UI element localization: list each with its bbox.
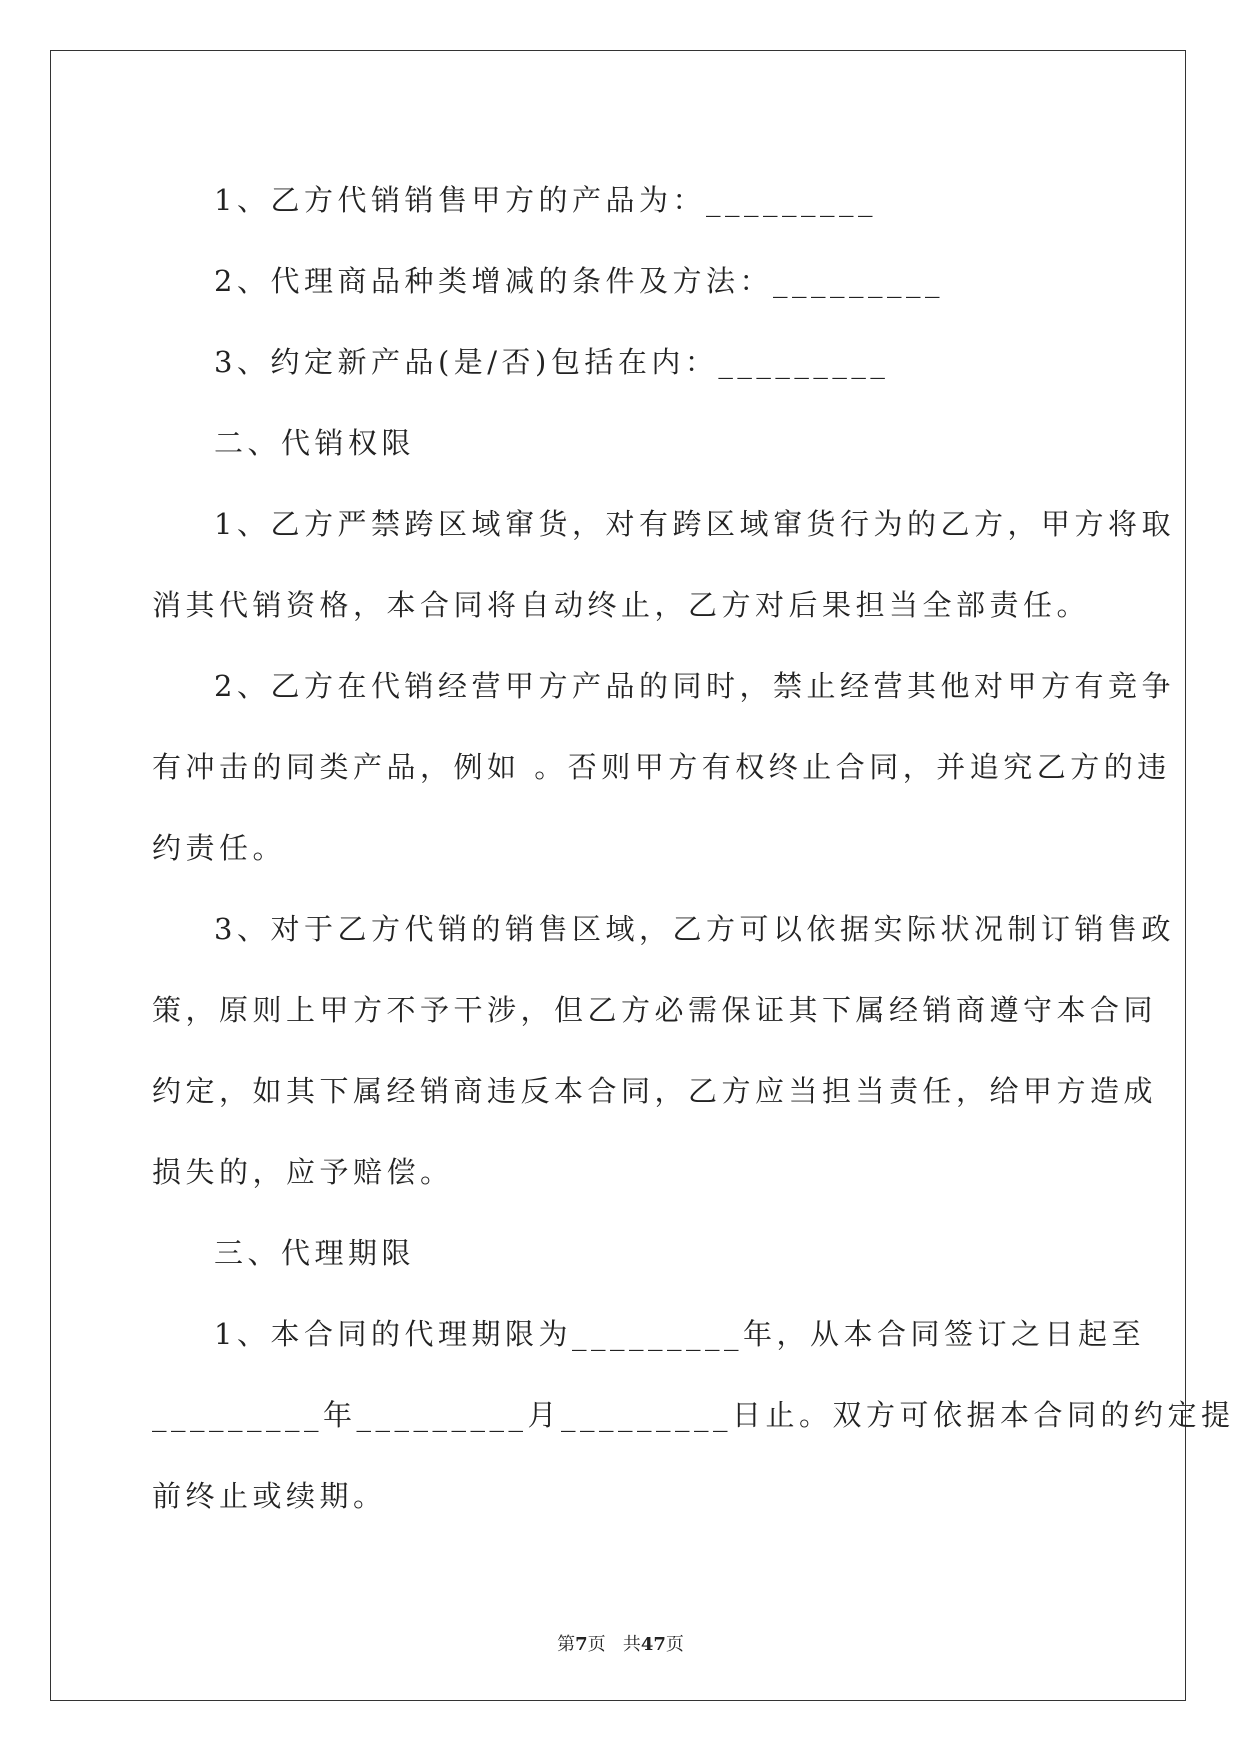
paragraph-line: _________年_________月_________日止。双方可依据本合同的约定提 (152, 1398, 1235, 1432)
footer-page-unit: 页 (587, 1634, 606, 1655)
paragraph-line: 2、代理商品种类增减的条件及方法：_________ (214, 264, 944, 298)
section-heading: 二、代销权限 (214, 426, 416, 460)
footer-total-unit: 页 (665, 1634, 684, 1655)
paragraph-line: 有冲击的同类产品，例如 。否则甲方有权终止合同，并追究乙方的违 (152, 750, 1171, 784)
paragraph-line: 消其代销资格，本合同将自动终止，乙方对后果担当全部责任。 (152, 588, 1091, 622)
current-page-number: 7 (575, 1634, 588, 1655)
paragraph-line: 3、约定新产品(是/否)包括在内：_________ (214, 345, 890, 379)
paragraph-line: 前终止或续期。 (152, 1479, 387, 1513)
paragraph-line: 约定，如其下属经销商违反本合同，乙方应当担当责任，给甲方造成 (152, 1074, 1158, 1108)
total-pages-number: 47 (640, 1634, 666, 1655)
paragraph-line: 2、乙方在代销经营甲方产品的同时，禁止经营其他对甲方有竞争 (214, 669, 1175, 703)
page-footer (0, 1630, 1241, 1656)
section-heading: 三、代理期限 (214, 1236, 416, 1270)
paragraph-line: 约责任。 (152, 831, 287, 865)
footer-prefix: 第 (557, 1634, 576, 1655)
paragraph-line: 策，原则上甲方不予干涉，但乙方必需保证其下属经销商遵守本合同 (152, 993, 1158, 1027)
paragraph-line: 1、本合同的代理期限为_________年，从本合同签订之日起至 (214, 1317, 1145, 1351)
footer-total-prefix: 共 (622, 1634, 641, 1655)
paragraph-line: 1、乙方严禁跨区域窜货，对有跨区域窜货行为的乙方，甲方将取 (214, 507, 1175, 541)
paragraph-line: 3、对于乙方代销的销售区域，乙方可以依据实际状况制订销售政 (214, 912, 1175, 946)
document-body (152, 160, 1235, 1537)
paragraph-line: 1、乙方代销销售甲方的产品为：_________ (214, 183, 877, 217)
paragraph-line: 损失的，应予赔偿。 (152, 1155, 454, 1189)
